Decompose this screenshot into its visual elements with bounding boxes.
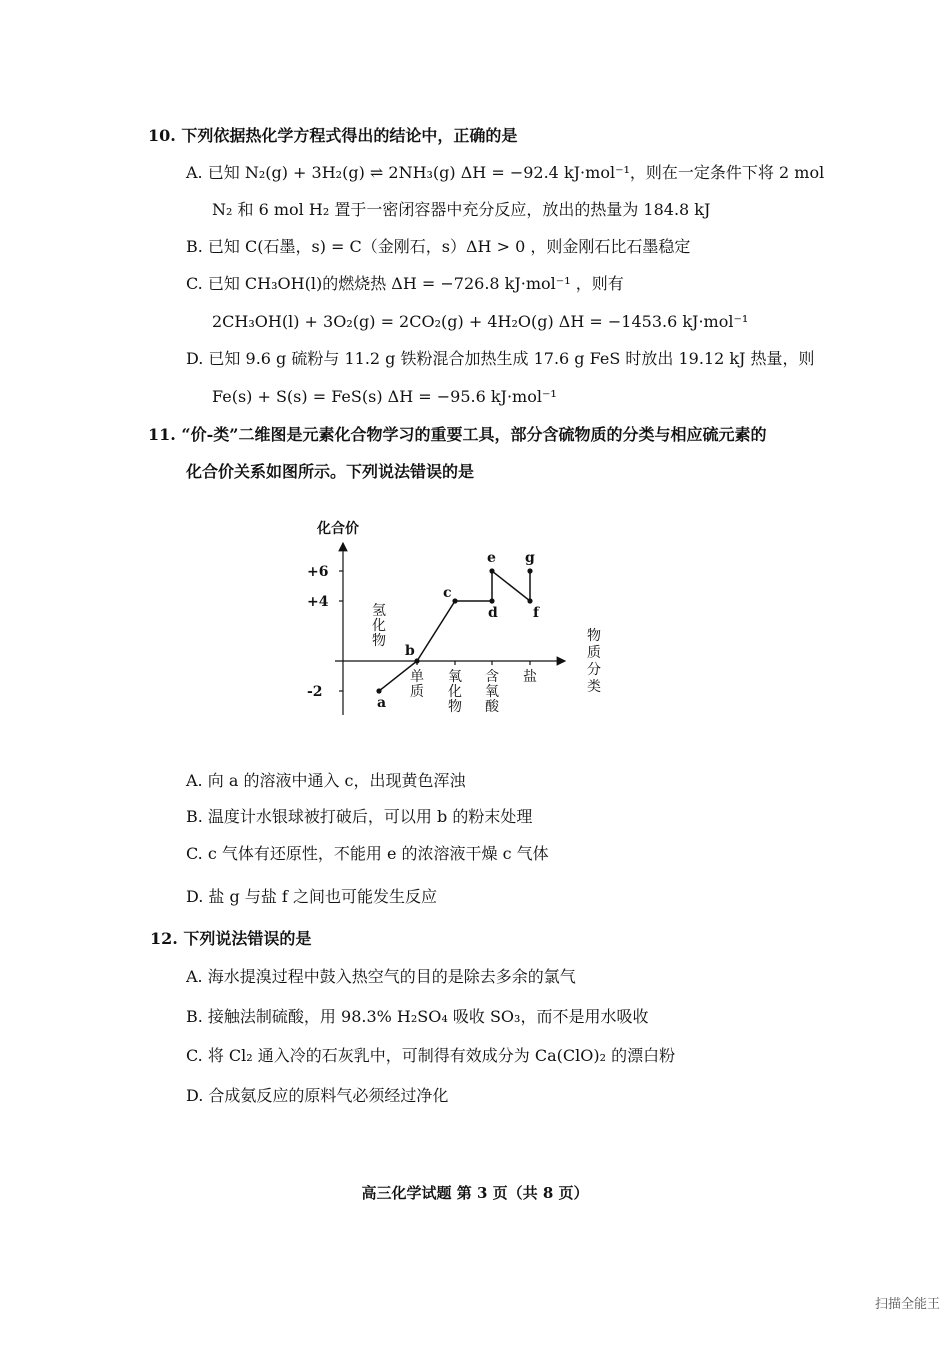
y-tick-label: +4 (307, 594, 329, 610)
q11-stem-line1: 11. “价-类”二维图是元素化合物学习的重要工具，部分含硫物质的分类与相应硫元素的 (148, 425, 767, 444)
q10-option-a-line1: A. 已知 N₂(g) + 3H₂(g) ⇌ 2NH₃(g) ΔH = −92.4 kJ·mol⁻¹，则在一定条件下将 2 mol (186, 163, 825, 182)
point-label-c: c (443, 585, 452, 601)
point-b (414, 658, 419, 663)
q10-option-d-line1: D. 已知 9.6 g 硫粉与 11.2 g 铁粉混合加热生成 17.6 g FeS 时放出 19.12 kJ 热量，则 (186, 349, 815, 368)
q10-option-c-line2: 2CH₃OH(l) + 3O₂(g) = 2CO₂(g) + 4H₂O(g) ΔH = −1453.6 kJ·mol⁻¹ (212, 312, 749, 331)
x-category-label: 氢化物 (372, 603, 386, 649)
q12-option-b: B. 接触法制硫酸，用 98.3% H₂SO₄ 吸收 SO₃，而不是用水吸收 (186, 1007, 649, 1026)
point-label-g: g (525, 550, 535, 566)
q12-option-d: D. 合成氨反应的原料气必须经过净化 (186, 1086, 449, 1105)
x-axis-label: 物质分类 (587, 628, 601, 695)
q10-option-d-line2: Fe(s) + S(s) = FeS(s) ΔH = −95.6 kJ·mol⁻¹ (212, 387, 557, 406)
x-category-label: 氧化物 (448, 669, 462, 715)
point-g (527, 568, 532, 573)
point-label-f: f (533, 605, 540, 621)
y-axis-label: 化合价 (317, 521, 359, 537)
q12-option-a: A. 海水提溴过程中鼓入热空气的目的是除去多余的氯气 (186, 967, 576, 986)
x-category-label: 单质 (410, 669, 424, 700)
point-d (489, 598, 494, 603)
point-label-d: d (488, 605, 498, 621)
page-footer: 高三化学试题 第 3 页（共 8 页） (361, 1184, 589, 1202)
point-a (376, 688, 381, 693)
q10-option-b: B. 已知 C(石墨，s) = C（金刚石，s）ΔH > 0 ，则金刚石比石墨稳定 (186, 237, 691, 256)
x-category-label: 盐 (523, 669, 537, 685)
q11-option-c: C. c 气体有还原性，不能用 e 的浓溶液干燥 c 气体 (186, 844, 549, 863)
q11-stem-line2: 化合价关系如图所示。下列说法错误的是 (186, 462, 475, 481)
q11-option-b: B. 温度计水银球被打破后，可以用 b 的粉末处理 (186, 807, 533, 826)
q11-option-d: D. 盐 g 与盐 f 之间也可能发生反应 (186, 887, 437, 906)
point-label-a: a (377, 695, 387, 711)
scanner-watermark: 扫描全能王 (874, 1297, 940, 1312)
q10-stem: 10. 下列依据热化学方程式得出的结论中，正确的是 (148, 126, 518, 145)
valence-class-chart (295, 515, 625, 730)
point-c (452, 598, 457, 603)
point-label-b: b (405, 643, 415, 659)
x-category-label: 含氧酸 (485, 669, 499, 715)
y-tick-label: +6 (307, 564, 329, 580)
point-f (527, 598, 532, 603)
point-e (489, 568, 494, 573)
q11-option-a: A. 向 a 的溶液中通入 c，出现黄色浑浊 (186, 771, 466, 790)
y-tick-label: -2 (307, 684, 323, 700)
q12-stem: 12. 下列说法错误的是 (150, 929, 312, 948)
q12-option-c: C. 将 Cl₂ 通入冷的石灰乳中，可制得有效成分为 Ca(ClO)₂ 的漂白粉 (186, 1046, 676, 1065)
point-label-e: e (487, 550, 496, 566)
q10-option-c-line1: C. 已知 CH₃OH(l)的燃烧热 ΔH = −726.8 kJ·mol⁻¹ ，则有 (186, 274, 624, 293)
q10-option-a-line2: N₂ 和 6 mol H₂ 置于一密闭容器中充分反应，放出的热量为 184.8 kJ (212, 200, 711, 219)
